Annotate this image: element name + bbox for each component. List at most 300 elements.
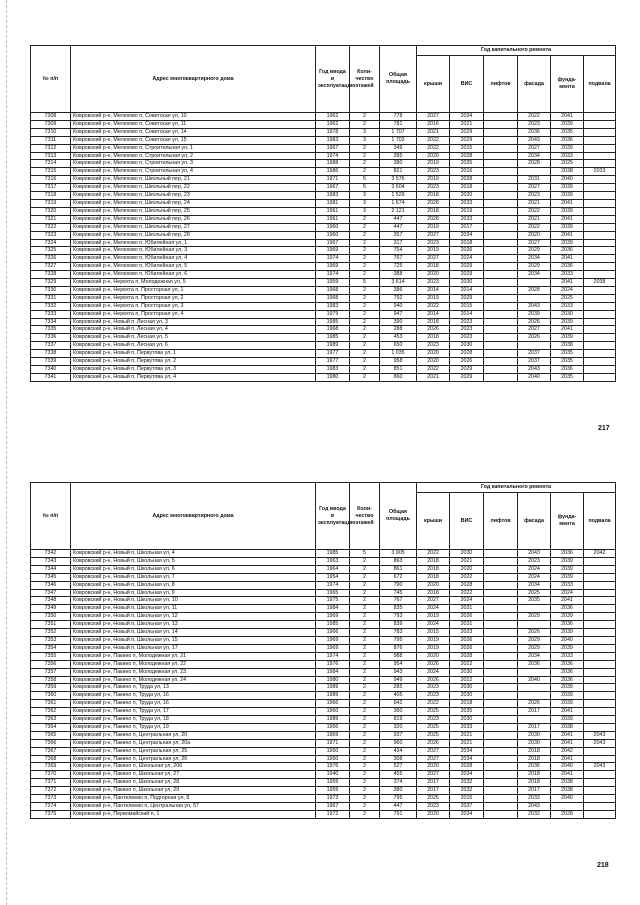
cell-num: 7327 [31, 263, 71, 271]
cell-floors: 2 [350, 629, 380, 637]
cell-vis: 2029 [450, 263, 484, 271]
cell-lifts [484, 581, 518, 589]
cell-lifts [484, 550, 518, 558]
cell-year: 1959 [316, 779, 350, 787]
cell-basement [584, 302, 616, 310]
cell-area: 795 [380, 636, 417, 644]
table-row [31, 334, 616, 342]
cell-year: 1967 [316, 184, 350, 192]
cell-address: Ковровский р-н, Мелехово п, Юбилейная ул, 6 [71, 271, 316, 279]
cell-area: 860 [380, 373, 417, 381]
cell-floors: 2 [350, 716, 380, 724]
cell-floors: 2 [350, 255, 380, 263]
cell-foundation: 2024 [551, 589, 584, 597]
cell-year: 1956 [316, 723, 350, 731]
cell-foundation: 2041 [551, 231, 584, 239]
cell-roof: 2020 [417, 152, 450, 160]
cell-basement: 2043 [584, 731, 616, 739]
cell-num: 7370 [31, 771, 71, 779]
cell-vis: 2024 [450, 255, 484, 263]
cell-address: Ковровский р-н, Новый п, Первутова ул, 2 [71, 358, 316, 366]
table-row [31, 557, 616, 565]
table-row [31, 644, 616, 652]
cell-facade [518, 342, 551, 350]
cell-vis: 2034 [450, 771, 484, 779]
table-row [31, 660, 616, 668]
cell-year: 1962 [316, 120, 350, 128]
cell-floors: 2 [350, 373, 380, 381]
scan-edge-line [6, 0, 8, 905]
cell-foundation: 2038 [551, 779, 584, 787]
cell-facade [518, 294, 551, 302]
cell-facade: 2017 [518, 723, 551, 731]
cell-foundation: 2033 [551, 271, 584, 279]
cell-facade: 2020 [518, 231, 551, 239]
table-row [31, 810, 616, 818]
cell-area: 754 [380, 247, 417, 255]
cell-facade: 2043 [518, 302, 551, 310]
cell-basement [584, 136, 616, 144]
cell-roof: 2018 [417, 318, 450, 326]
cell-lifts [484, 136, 518, 144]
table-row [31, 176, 616, 184]
cell-roof: 2019 [417, 613, 450, 621]
table-row [31, 160, 616, 168]
cell-lifts [484, 613, 518, 621]
cell-foundation: 2038 [551, 723, 584, 731]
col-vis-header: ВИС [450, 56, 484, 113]
cell-basement: 2043 [584, 763, 616, 771]
cell-num: 7329 [31, 279, 71, 287]
cell-floors: 5 [350, 279, 380, 287]
cell-vis: 2033 [450, 723, 484, 731]
cell-year: 1977 [316, 350, 350, 358]
cell-foundation: 2039 [551, 557, 584, 565]
cell-foundation: 2041 [551, 279, 584, 287]
cell-lifts [484, 199, 518, 207]
cell-address: Ковровский р-н, Мелехово п, Школьный пер, 27 [71, 223, 316, 231]
cell-address: Ковровский р-н, Мелехово п, Юбилейная ул, 4 [71, 255, 316, 263]
cell-address: Ковровский р-н, Новый п, Лесная ул, 6 [71, 342, 316, 350]
page-number: 218 [597, 862, 609, 869]
cell-num: 7367 [31, 747, 71, 755]
cell-basement [584, 310, 616, 318]
cell-num: 7364 [31, 723, 71, 731]
cell-vis: 2021 [450, 120, 484, 128]
col-facade-header: фасада [518, 493, 551, 550]
cell-roof: 2019 [417, 247, 450, 255]
cell-vis: 2031 [450, 621, 484, 629]
cell-year: 1975 [316, 597, 350, 605]
cell-floors: 2 [350, 366, 380, 374]
cell-area: 453 [380, 334, 417, 342]
cell-area: 650 [380, 342, 417, 350]
cell-foundation: 2039 [551, 239, 584, 247]
cell-lifts [484, 684, 518, 692]
cell-facade: 2024 [518, 565, 551, 573]
cell-num: 7352 [31, 629, 71, 637]
cell-foundation: 2040 [551, 763, 584, 771]
cell-basement [584, 192, 616, 200]
cell-roof: 2022 [417, 144, 450, 152]
cell-lifts [484, 358, 518, 366]
cell-floors: 2 [350, 700, 380, 708]
cell-area: 863 [380, 557, 417, 565]
cell-vis: 2023 [450, 334, 484, 342]
cell-foundation: 2039 [551, 184, 584, 192]
col-year-header: Год ввода в эксплуатацию [316, 46, 350, 113]
cell-facade: 2034 [518, 652, 551, 660]
cell-vis: 2018 [450, 700, 484, 708]
cell-address: Ковровский р-н, Пакино п, Центральная ул, 25 [71, 747, 316, 755]
cell-year: 1960 [316, 223, 350, 231]
cell-address: Ковровский р-н, Пакино п, Труда ул, 16 [71, 700, 316, 708]
cell-basement [584, 334, 616, 342]
cell-year: 1954 [316, 573, 350, 581]
cell-year: 1961 [316, 207, 350, 215]
cell-address: Ковровский р-н, Мелехово п, Строительная ул, 2 [71, 152, 316, 160]
cell-vis: 2030 [450, 550, 484, 558]
cell-floors: 2 [350, 326, 380, 334]
cell-num: 7310 [31, 128, 71, 136]
cell-facade: 2026 [518, 629, 551, 637]
cell-area: 349 [380, 144, 417, 152]
cell-floors: 2 [350, 810, 380, 818]
cell-roof: 2021 [417, 373, 450, 381]
cell-foundation: 2038 [551, 168, 584, 176]
cell-year: 1963 [316, 557, 350, 565]
cell-num: 7308 [31, 113, 71, 121]
cell-address: Ковровский р-н, Мелехово п, Юбилейная ул, 1 [71, 239, 316, 247]
cell-year: 1967 [316, 239, 350, 247]
cell-floors: 5 [350, 184, 380, 192]
cell-roof: 2027 [417, 755, 450, 763]
cell-address: Ковровский р-н, Мелехово п, Строительная ул, 3 [71, 160, 316, 168]
cell-floors: 2 [350, 795, 380, 803]
cell-lifts [484, 113, 518, 121]
cell-year: 1971 [316, 739, 350, 747]
cell-basement [584, 589, 616, 597]
cell-num: 7359 [31, 684, 71, 692]
cell-facade [518, 621, 551, 629]
cell-basement [584, 223, 616, 231]
cell-floors: 2 [350, 152, 380, 160]
cell-foundation: 2028 [551, 810, 584, 818]
cell-year: 1961 [316, 215, 350, 223]
cell-num: 7347 [31, 589, 71, 597]
cell-vis: 2029 [450, 128, 484, 136]
cell-area: 386 [380, 286, 417, 294]
table-row [31, 589, 616, 597]
table-row [31, 247, 616, 255]
cell-vis: 2028 [450, 652, 484, 660]
cell-facade [518, 605, 551, 613]
cell-floors: 2 [350, 358, 380, 366]
cell-facade: 2024 [518, 573, 551, 581]
cell-lifts [484, 652, 518, 660]
cell-vis: 2028 [450, 176, 484, 184]
cell-floors: 2 [350, 621, 380, 629]
cell-year: 1968 [316, 326, 350, 334]
cell-area: 876 [380, 644, 417, 652]
table-row [31, 716, 616, 724]
table-row [31, 739, 616, 747]
table-row [31, 358, 616, 366]
cell-vis: 2026 [450, 644, 484, 652]
cell-foundation: 2038 [551, 342, 584, 350]
cell-lifts [484, 326, 518, 334]
cell-num: 7322 [31, 223, 71, 231]
cell-floors: 2 [350, 334, 380, 342]
cell-address: Ковровский р-н, Новый п, Школьная ул, 9 [71, 589, 316, 597]
cell-facade [518, 684, 551, 692]
cell-floors: 2 [350, 771, 380, 779]
cell-floors: 2 [350, 708, 380, 716]
cell-facade: 2033 [518, 795, 551, 803]
cell-roof: 2017 [417, 787, 450, 795]
table-row [31, 755, 616, 763]
cell-vis: 2028 [450, 763, 484, 771]
cell-year: 1985 [316, 318, 350, 326]
cell-lifts [484, 716, 518, 724]
cell-area: 3 576 [380, 176, 417, 184]
table-row [31, 700, 616, 708]
table-row [31, 692, 616, 700]
table-row [31, 652, 616, 660]
cell-foundation: 2040 [551, 636, 584, 644]
table-row [31, 255, 616, 263]
cell-lifts [484, 605, 518, 613]
cell-area: 527 [380, 763, 417, 771]
cell-floors: 2 [350, 231, 380, 239]
cell-floors: 2 [350, 763, 380, 771]
cell-facade: 2037 [518, 358, 551, 366]
cell-vis: 2017 [450, 223, 484, 231]
cell-area: 790 [380, 581, 417, 589]
cell-vis: 2029 [450, 366, 484, 374]
cell-foundation: 2041 [551, 731, 584, 739]
cell-floors: 2 [350, 755, 380, 763]
cell-lifts [484, 723, 518, 731]
cell-basement [584, 215, 616, 223]
cell-lifts [484, 366, 518, 374]
cell-area: 285 [380, 684, 417, 692]
cell-area: 380 [380, 160, 417, 168]
cell-foundation: 2041 [551, 199, 584, 207]
cell-basement [584, 779, 616, 787]
cell-roof: 2014 [417, 286, 450, 294]
cell-floors: 2 [350, 684, 380, 692]
cell-lifts [484, 120, 518, 128]
cell-roof: 2023 [417, 342, 450, 350]
cell-num: 7323 [31, 231, 71, 239]
col-lifts-header: лифтов [484, 493, 518, 550]
cell-lifts [484, 739, 518, 747]
cell-year: 1966 [316, 700, 350, 708]
cell-basement [584, 644, 616, 652]
table-row [31, 271, 616, 279]
cell-year: 1983 [316, 192, 350, 200]
cell-address: Ковровский р-н, Пакино п, Школьная ул, 28 [71, 779, 316, 787]
cell-roof: 2023 [417, 184, 450, 192]
cell-area: 954 [380, 660, 417, 668]
cell-num: 7375 [31, 810, 71, 818]
cell-vis: 2035 [450, 160, 484, 168]
cell-area: 374 [380, 779, 417, 787]
cell-lifts [484, 192, 518, 200]
cell-year: 1969 [316, 613, 350, 621]
cell-roof: 2019 [417, 294, 450, 302]
cell-address: Ковровский р-н, Пакино п, Молодежная ул, 24 [71, 676, 316, 684]
cell-address: Ковровский р-н, Пантелеево п, Подгорная ул, 8 [71, 795, 316, 803]
table-row [31, 184, 616, 192]
cell-area: 781 [380, 120, 417, 128]
cell-lifts [484, 176, 518, 184]
table-row [31, 310, 616, 318]
cell-lifts [484, 302, 518, 310]
cell-facade: 2029 [518, 644, 551, 652]
cell-num: 7338 [31, 350, 71, 358]
table-row [31, 144, 616, 152]
table-row [31, 113, 616, 121]
cell-area: 388 [380, 271, 417, 279]
cell-floors: 2 [350, 239, 380, 247]
cell-address: Ковровский р-н, Новый п, Школьная ул, 8 [71, 581, 316, 589]
cell-address: Ковровский р-н, Пакино п, Труда ул, 13 [71, 684, 316, 692]
cell-basement [584, 152, 616, 160]
cell-lifts [484, 144, 518, 152]
table-row [31, 366, 616, 374]
cell-lifts [484, 747, 518, 755]
cell-year: 1985 [316, 550, 350, 558]
cell-num: 7357 [31, 668, 71, 676]
cell-vis: 2037 [450, 803, 484, 811]
col-foundation-header: фунда-мента [551, 493, 584, 550]
cell-vis: 2034 [450, 810, 484, 818]
cell-facade: 2031 [518, 176, 551, 184]
cell-lifts [484, 660, 518, 668]
cell-address: Ковровский р-н, Мелехово п, Строительная ул, 4 [71, 168, 316, 176]
cell-foundation: 2041 [551, 771, 584, 779]
cell-vis: 2034 [450, 231, 484, 239]
cell-basement [584, 708, 616, 716]
cell-foundation: 2041 [551, 755, 584, 763]
cell-area: 793 [380, 613, 417, 621]
cell-lifts [484, 207, 518, 215]
cell-vis: 2023 [450, 318, 484, 326]
col-foundation-header: фунда-мента [551, 56, 584, 113]
col-area-header: Общая площадь [380, 46, 417, 113]
table-row [31, 708, 616, 716]
cell-vis: 2024 [450, 597, 484, 605]
cell-year: 1983 [316, 366, 350, 374]
cell-lifts [484, 557, 518, 565]
cell-roof: 2027 [417, 771, 450, 779]
cell-floors: 3 [350, 136, 380, 144]
cell-floors: 2 [350, 644, 380, 652]
table-row [31, 779, 616, 787]
cell-roof: 2027 [417, 597, 450, 605]
cell-vis: 2022 [450, 573, 484, 581]
cell-basement [584, 263, 616, 271]
cell-facade: 2027 [518, 239, 551, 247]
table-row [31, 763, 616, 771]
cell-foundation: 2035 [551, 373, 584, 381]
cell-year: 1965 [316, 589, 350, 597]
cell-facade [518, 692, 551, 700]
cell-foundation: 2039 [551, 565, 584, 573]
cell-foundation: 2035 [551, 358, 584, 366]
cell-area: 390 [380, 318, 417, 326]
cell-address: Ковровский р-н, Пакино п, Труда ул, 16 [71, 692, 316, 700]
cell-year: 1968 [316, 286, 350, 294]
cell-vis: 2028 [450, 350, 484, 358]
table-row [31, 803, 616, 811]
table-row [31, 263, 616, 271]
cell-basement [584, 755, 616, 763]
cell-lifts [484, 787, 518, 795]
table-row [31, 152, 616, 160]
cell-vis: 2020 [450, 192, 484, 200]
cell-vis: 2030 [450, 668, 484, 676]
cell-num: 7335 [31, 326, 71, 334]
table-row [31, 128, 616, 136]
cell-address: Ковровский р-н, Нерехта п, Просторная ул, 3 [71, 302, 316, 310]
cell-area: 395 [380, 152, 417, 160]
cell-roof: 2026 [417, 676, 450, 684]
cell-facade: 2030 [518, 731, 551, 739]
table-row [31, 302, 616, 310]
cell-facade: 2022 [518, 113, 551, 121]
cell-facade: 2034 [518, 152, 551, 160]
cell-basement: 2042 [584, 550, 616, 558]
cell-foundation: 2036 [551, 660, 584, 668]
cell-area: 360 [380, 708, 417, 716]
cell-address: Ковровский р-н, Мелехово п, Юбилейная ул, 3 [71, 247, 316, 255]
col-address-header: Адрес многоквартирного дома [71, 46, 316, 113]
cell-vis: 2022 [450, 660, 484, 668]
cell-roof: 2019 [417, 176, 450, 184]
cell-floors: 2 [350, 302, 380, 310]
cell-foundation: 2041 [551, 255, 584, 263]
cell-address: Ковровский р-н, Мелехово п, Строительная ул, 1 [71, 144, 316, 152]
cell-year: 1950 [316, 747, 350, 755]
cell-foundation: 2036 [551, 247, 584, 255]
cell-roof: 2018 [417, 192, 450, 200]
cell-roof: 2020 [417, 652, 450, 660]
cell-address: Ковровский р-н, Новый п, Школьная ул, 4 [71, 550, 316, 558]
cell-floors: 2 [350, 263, 380, 271]
cell-roof: 2020 [417, 581, 450, 589]
cell-vis: 2029 [450, 373, 484, 381]
cell-roof: 2024 [417, 668, 450, 676]
cell-address: Ковровский р-н, Новый п, Школьная ул, 15 [71, 636, 316, 644]
cell-num: 7371 [31, 779, 71, 787]
cell-basement [584, 294, 616, 302]
cell-address: Ковровский р-н, Мелехово п, Школьный пер, 25 [71, 207, 316, 215]
cell-roof: 2026 [417, 326, 450, 334]
cell-num: 7349 [31, 605, 71, 613]
cell-facade: 2039 [518, 310, 551, 318]
table-row [31, 597, 616, 605]
cell-floors: 3 [350, 192, 380, 200]
cell-roof: 2023 [417, 684, 450, 692]
cell-area: 819 [380, 716, 417, 724]
cell-vis: 2032 [450, 779, 484, 787]
cell-roof: 2018 [417, 589, 450, 597]
cell-facade: 2030 [518, 739, 551, 747]
cell-basement [584, 176, 616, 184]
